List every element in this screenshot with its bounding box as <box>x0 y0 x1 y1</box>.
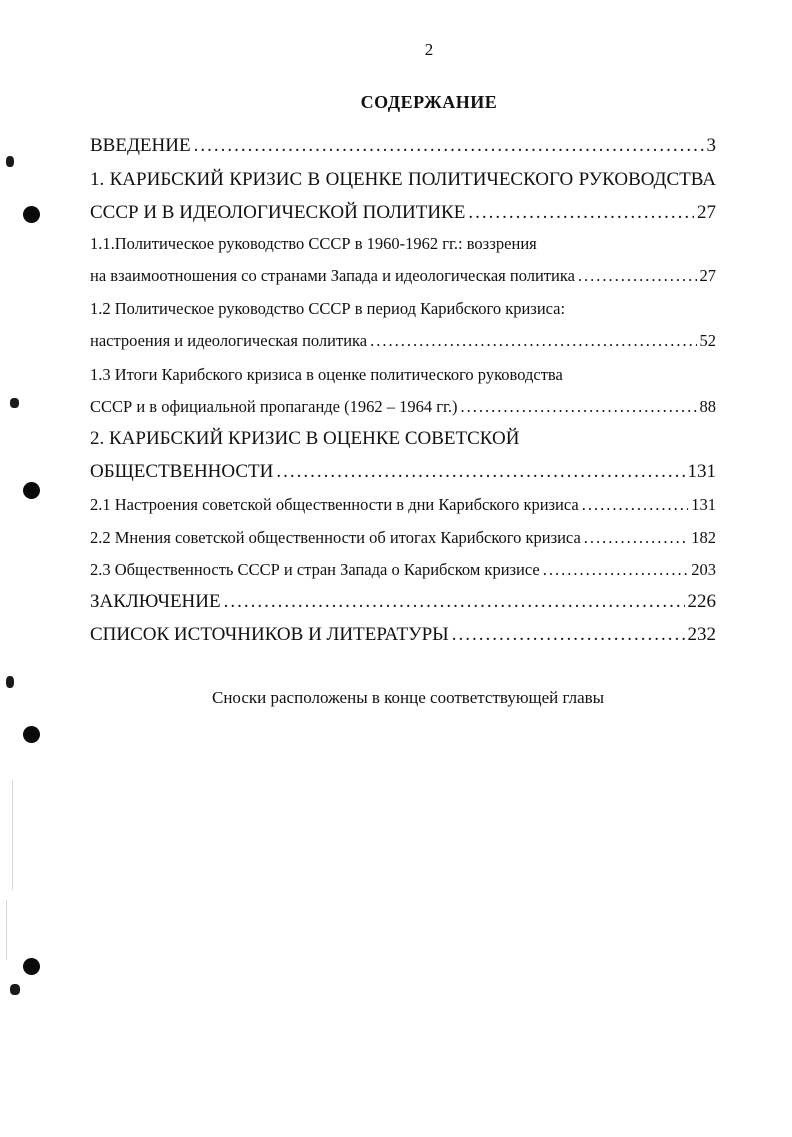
toc-entry-chapter-2-line-2: ОБЩЕСТВЕННОСТИ ..... 131 <box>90 461 716 483</box>
toc-entry-1-2-line-2: настроения и идеологическая политика ..... 52 <box>90 331 716 351</box>
toc-entry-1-3-line-1: 1.3 Итоги Карибского кризиса в оценке политического руководства <box>90 365 563 384</box>
toc-entry-bibliography: СПИСОК ИСТОЧНИКОВ И ЛИТЕРАТУРЫ ..... 232 <box>90 624 716 646</box>
scan-artifact <box>12 780 13 890</box>
toc-entry-conclusion: ЗАКЛЮЧЕНИЕ ..... 226 <box>90 591 716 613</box>
toc-entry-2-3: 2.3 Общественность СССР и стран Запада о Карибском кризисе ..... 203 <box>90 560 716 580</box>
scan-speck <box>10 398 19 408</box>
toc-entry-introduction: ВВЕДЕНИЕ ..... 3 <box>90 135 716 157</box>
toc-entry-2-1: 2.1 Настроения советской общественности в дни Карибского кризиса ..... 131 <box>90 495 716 515</box>
toc-entry-1-3-line-2: СССР и в официальной пропаганде (1962 – 1964 гг.) ..... 88 <box>90 397 716 417</box>
scan-speck <box>6 676 14 688</box>
scan-speck <box>6 156 14 167</box>
toc-entry-chapter-2-line-1: 2. КАРИБСКИЙ КРИЗИС В ОЦЕНКЕ СОВЕТСКОЙ <box>90 428 520 449</box>
footnote-note: Сноски расположены в конце соответствующей главы <box>212 688 605 707</box>
scan-speck <box>10 984 20 995</box>
toc-entry-chapter-1-line-2: СССР И В ИДЕОЛОГИЧЕСКОЙ ПОЛИТИКЕ ..... 27 <box>90 202 716 224</box>
scan-artifact <box>6 900 7 960</box>
toc-entry-chapter-1-line-1: 1. КАРИБСКИЙ КРИЗИС В ОЦЕНКЕ ПОЛИТИЧЕСКОГО РУКОВОДСТВА <box>90 169 716 190</box>
toc-entry-1-2-line-1: 1.2 Политическое руководство СССР в период Карибского кризиса: <box>90 299 566 318</box>
toc-entry-1-1-line-1: 1.1.Политическое руководство СССР в 1960-1962 гг.: воззрения <box>90 234 537 253</box>
punch-hole <box>23 206 40 223</box>
toc-entry-2-2: 2.2 Мнения советской общественности об итогах Карибского кризиса ..... 182 <box>90 528 716 548</box>
punch-hole <box>23 726 40 743</box>
punch-hole <box>23 482 40 499</box>
toc-entry-1-1-line-2: на взаимоотношения со странами Запада и идеологическая политика ..... 27 <box>90 266 716 286</box>
page-number: 2 <box>424 40 434 59</box>
toc-title: СОДЕРЖАНИЕ <box>360 92 498 112</box>
punch-hole <box>23 958 40 975</box>
